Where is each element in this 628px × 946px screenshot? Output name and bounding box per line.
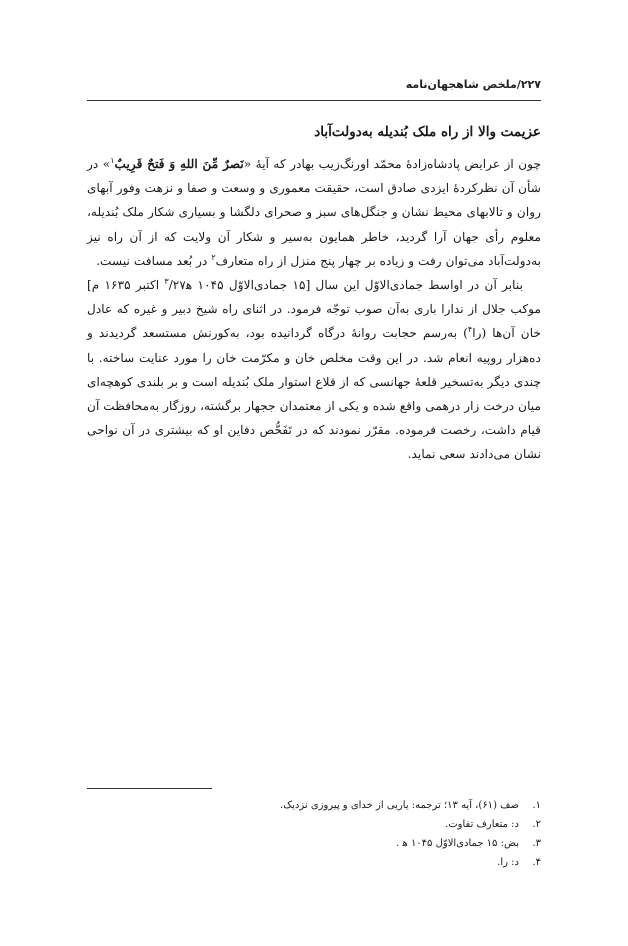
footnote-rule <box>87 788 212 789</box>
footnote-item <box>87 834 541 853</box>
footnote-item <box>87 853 541 872</box>
footnote-item <box>87 815 541 834</box>
footnote-number: ۴. <box>532 857 541 868</box>
footnote-text: صف (۶۱)، آیه ۱۳؛ ترجمه: یاریی از خدای و پیروزی نزدیک. <box>279 800 519 811</box>
paragraph-1-part-3: در بُعد مسافت نیست. <box>96 253 212 268</box>
footnote-ref-1[interactable]: ۱ <box>110 155 115 165</box>
footnote-text: د: را. <box>497 857 519 868</box>
paragraph-2 <box>87 273 541 467</box>
running-head: ۲۲۷/ملخص شاهجهان‌نامه <box>405 78 541 91</box>
paragraph-2-part-1: بنابر آن در اواسط جمادی‌الاوّل این سال [۱۵ جمادی‌الاوّل ۱۰۴۵ ه‍ <box>185 278 523 293</box>
footnote-ref-2[interactable]: ۲ <box>211 252 216 262</box>
footnote-ref-4[interactable]: ۴ <box>467 325 473 335</box>
footnote-text: د: متعارف تفاوت. <box>445 819 519 830</box>
footnote-ref-3[interactable]: ۳ <box>164 276 169 286</box>
paragraph-1-part-2: » در شأن آن نظرکردهٔ ایزدی صادق است، حقیقت معموری و وسعت و صفا و نزهت وفور آبهای روان و تالابهای محیط نشان و جنگل‌های سبز و صحرای دلگشا و بسیاری شکار ملک بُندیله، معلوم رأی جهان آرا گردید، خاطر همایون به‌سیر و شکار آن ولایت که از آن راه نیز به‌دولت‌آباد می‌توان رفت و زیاده بر چهار پنج منزل از راه متعارف <box>87 157 541 268</box>
paragraph-1-part-1: چون از عرایض پادشاه‌زادهٔ محمّد اورنگ‌زیب بهادر که آیهٔ « <box>243 157 541 171</box>
footnote-number: ۱. <box>532 800 541 811</box>
quran-verse: نَصرٌ مِّنَ اللهِ وَ فَتحٌ قَرِیبٌ <box>114 157 244 171</box>
paragraph-2-part-2: /۲۷ اکتبر ۱۶۳۵ م] موکب جلال از ندارا باری به‌آن صوب توجّه فرمود. در اثنای راه شیخ دبیر و غیره که عادل خان آن‌ها (را <box>87 278 541 341</box>
footnote-number: ۲. <box>532 819 541 830</box>
paragraph-1 <box>87 152 541 273</box>
footnote-number: ۳. <box>532 838 541 849</box>
footnote-item <box>87 796 541 815</box>
header-rule <box>87 100 541 101</box>
section-title: عزیمت والا از راه ملک بُندیله به‌دولت‌آباد <box>314 124 541 140</box>
main-text <box>87 152 541 467</box>
footnote-text: بض: ۱۵ جمادی‌الاوّل ۱۰۴۵ ه‍ . <box>396 838 519 849</box>
paragraph-2-part-3: ) به‌رسم حجابت روانهٔ درگاه گردانیده بود، به‌کورنش مستسعد گردیدند و ده‌هزار روپیه انعام شد. در این وقت مخلص خان و مکرّمت خان را مورد عنایت ساخته. با چندی دیگر به‌تسخیر قلعهٔ جهانسی که از قلاع استوار ملک بُندیله است و بر بلندی کوهچه‌ای میان درخت زار درهمی واقع شده و یکی از معتمدان ججهار برگشته، روزگار به‌محافظت آن قیام داشت، رخصت فرموده. مقرّر نمودند که در تَفَحُّص دفاین او که بیشتری در آن نواحی نشان می‌دادند سعی نماید. <box>87 326 541 462</box>
footnotes <box>87 796 541 872</box>
